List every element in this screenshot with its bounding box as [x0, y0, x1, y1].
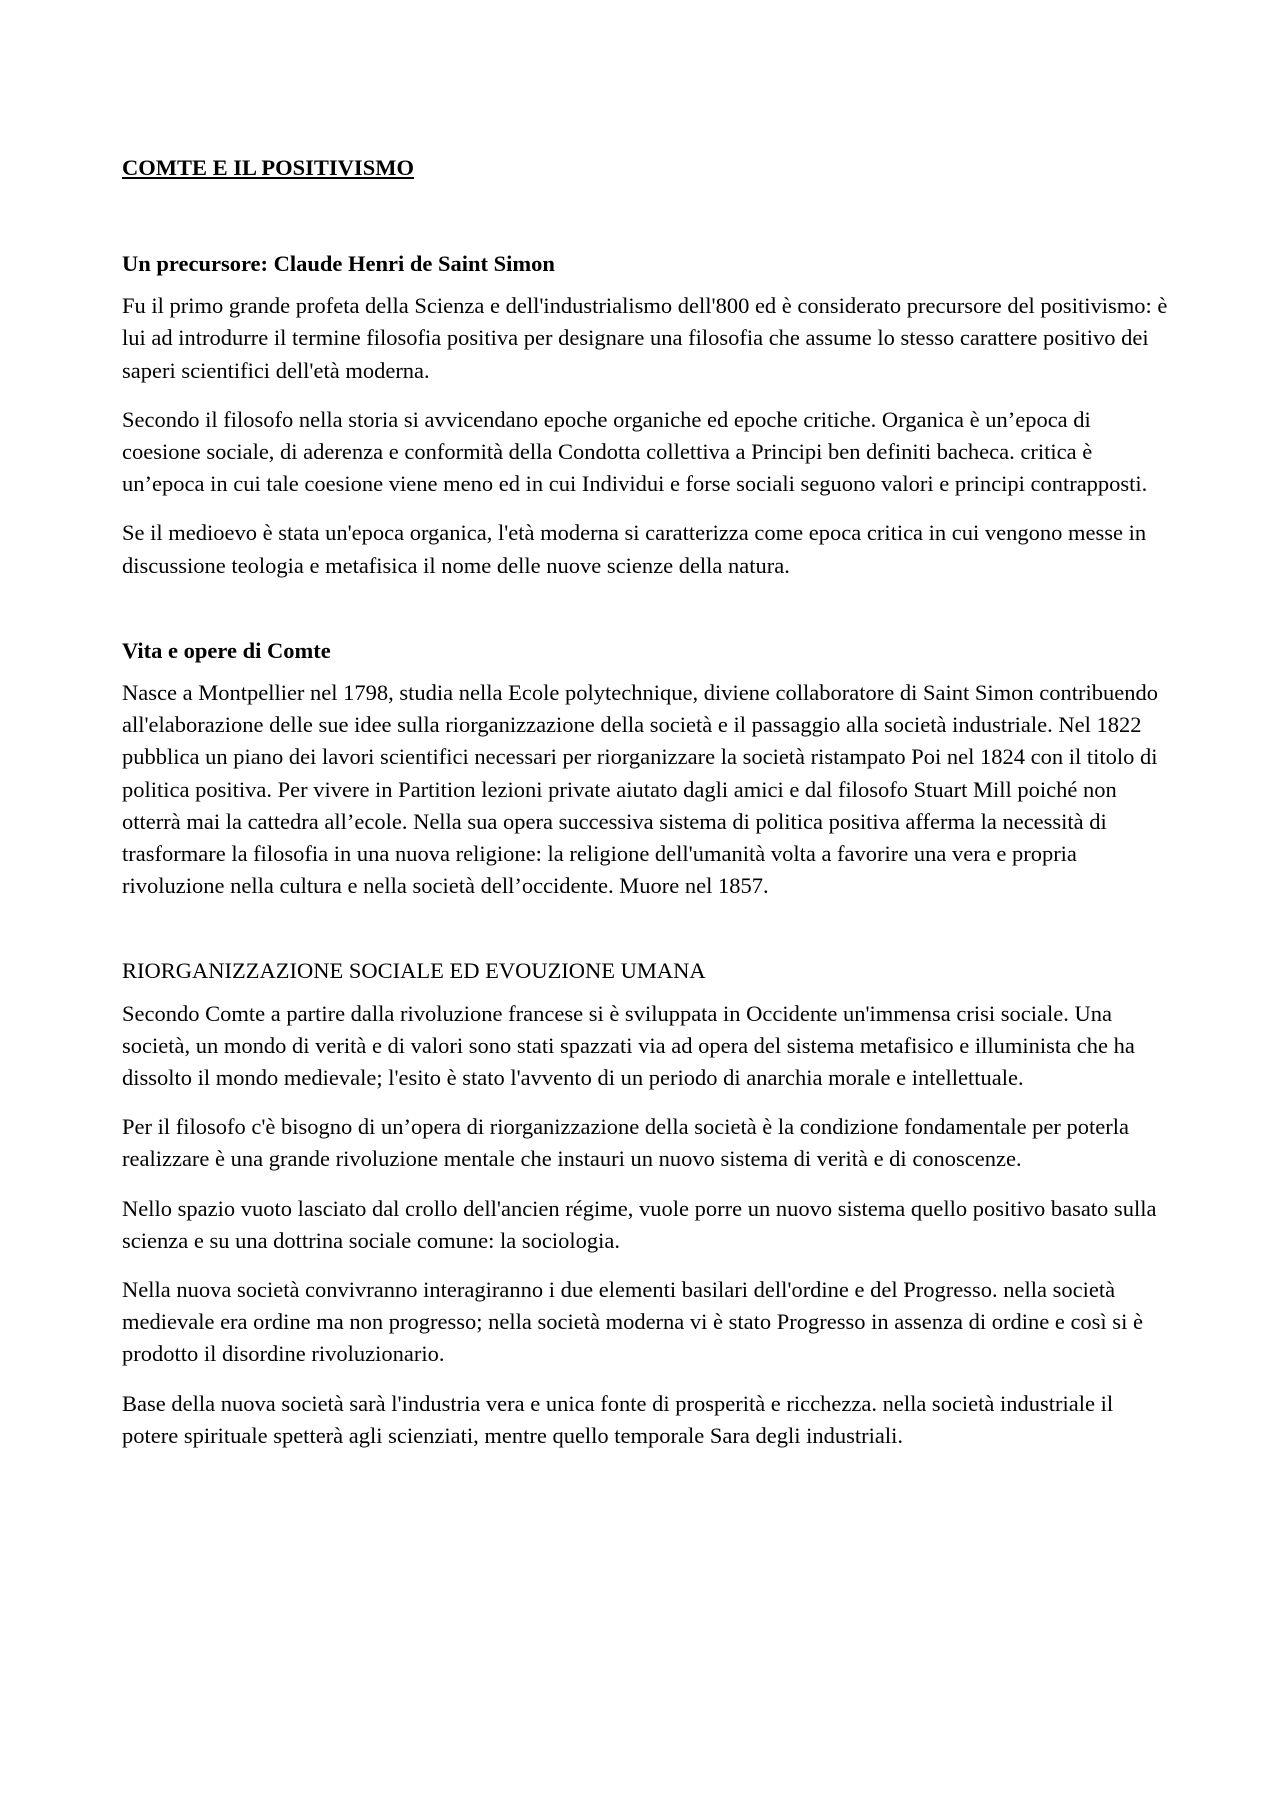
paragraph: Nello spazio vuoto lasciato dal crollo dell'ancien régime, vuole porre un nuovo sistema quello positivo basato sulla scienza e su una dottrina sociale comune: la sociologia. — [122, 1195, 1157, 1253]
paragraph: Base della nuova società sarà l'industria vera e unica fonte di prosperità e ricchezza. nella società industriale il potere spirituale spetterà agli scienziati, mentre quello temporale Sara degli industriali. — [122, 1390, 1114, 1448]
spacer — [122, 582, 1172, 635]
paragraph: Nella nuova società convivranno interagiranno i due elementi basilari dell'ordine e del Progresso. nella società medievale era ordine ma non progresso; nella società moderna vi è stato Progresso in assenza di ordine e così si è prodotto il disordine rivoluzionario. — [122, 1277, 1143, 1367]
document-body — [122, 152, 1172, 1452]
paragraph: Se il medioevo è stata un'epoca organica, l'età moderna si caratterizza come epoca critica in cui vengono messe in discussione teologia e metafisica il nome delle nuove scienze della natura. — [122, 520, 1147, 578]
section-heading-vita-opere: Vita e opere di Comte — [122, 637, 331, 663]
paragraph: Nasce a Montpellier nel 1798, studia nella Ecole polytechnique, diviene collaboratore di Saint Simon contribuendo all'elaborazione delle sue idee sulla riorganizzazione della società e il passaggio alla società industriale. Nel 1822 pubblica un piano dei lavori scientifici necessari per riorganizzare la società ristampato Poi nel 1824 con il titolo di politica positiva. Per vivere in Partition lezioni private aiutato dagli amici e dal filosofo Stuart Mill poiché non otterrà mai la cattedra all’ecole. Nella sua opera successiva sistema di politica positiva afferma la necessità di trasformare la filosofia in una nuova religione: la religione dell'umanità volta a favorire una vera e propria rivoluzione nella cultura e nella società dell’occidente. Muore nel 1857. — [122, 680, 1158, 899]
section-heading-saint-simon: Un precursore: Claude Henri de Saint Simon — [122, 251, 555, 276]
spacer — [122, 902, 1172, 955]
section-heading-riorganizzazione: RIORGANIZZAZIONE SOCIALE ED EVOUZIONE UMANA — [122, 958, 706, 984]
document-title: COMTE E IL POSITIVISMO — [122, 155, 414, 180]
spacer — [122, 184, 1172, 248]
paragraph: Secondo il filosofo nella storia si avvicendano epoche organiche ed epoche critiche. Organica è un’epoca di coesione sociale, di aderenza e conformità della Condotta collettiva a Principi ben definiti bacheca. critica è un’epoca in cui tale coesione viene meno ed in cui Individui e forse sociali seguono valori e principi contrapposti. — [122, 406, 1148, 497]
paragraph: Fu il primo grande profeta della Scienza e dell'industrialismo dell'800 ed è considerato precursore del positivismo: è lui ad introdurre il termine filosofia positiva per designare una filosofia che assume lo stesso carattere positivo dei saperi scientifici dell'età moderna. — [122, 293, 1168, 383]
paragraph: Per il filosofo c'è bisogno di un’opera di riorganizzazione della società è la condizione fondamentale per poterla realizzare è una grande rivoluzione mentale che instauri un nuovo sistema di verità e di conoscenze. — [122, 1114, 1130, 1172]
paragraph: Secondo Comte a partire dalla rivoluzione francese si è sviluppata in Occidente un'immensa crisi sociale. Una società, un mondo di verità e di valori sono stati spazzati via ad opera del sistema metafisico e illuminista che ha dissolto il mondo medievale; l'esito è stato l'avvento di un periodo di anarchia morale e intellettuale. — [122, 1000, 1135, 1091]
